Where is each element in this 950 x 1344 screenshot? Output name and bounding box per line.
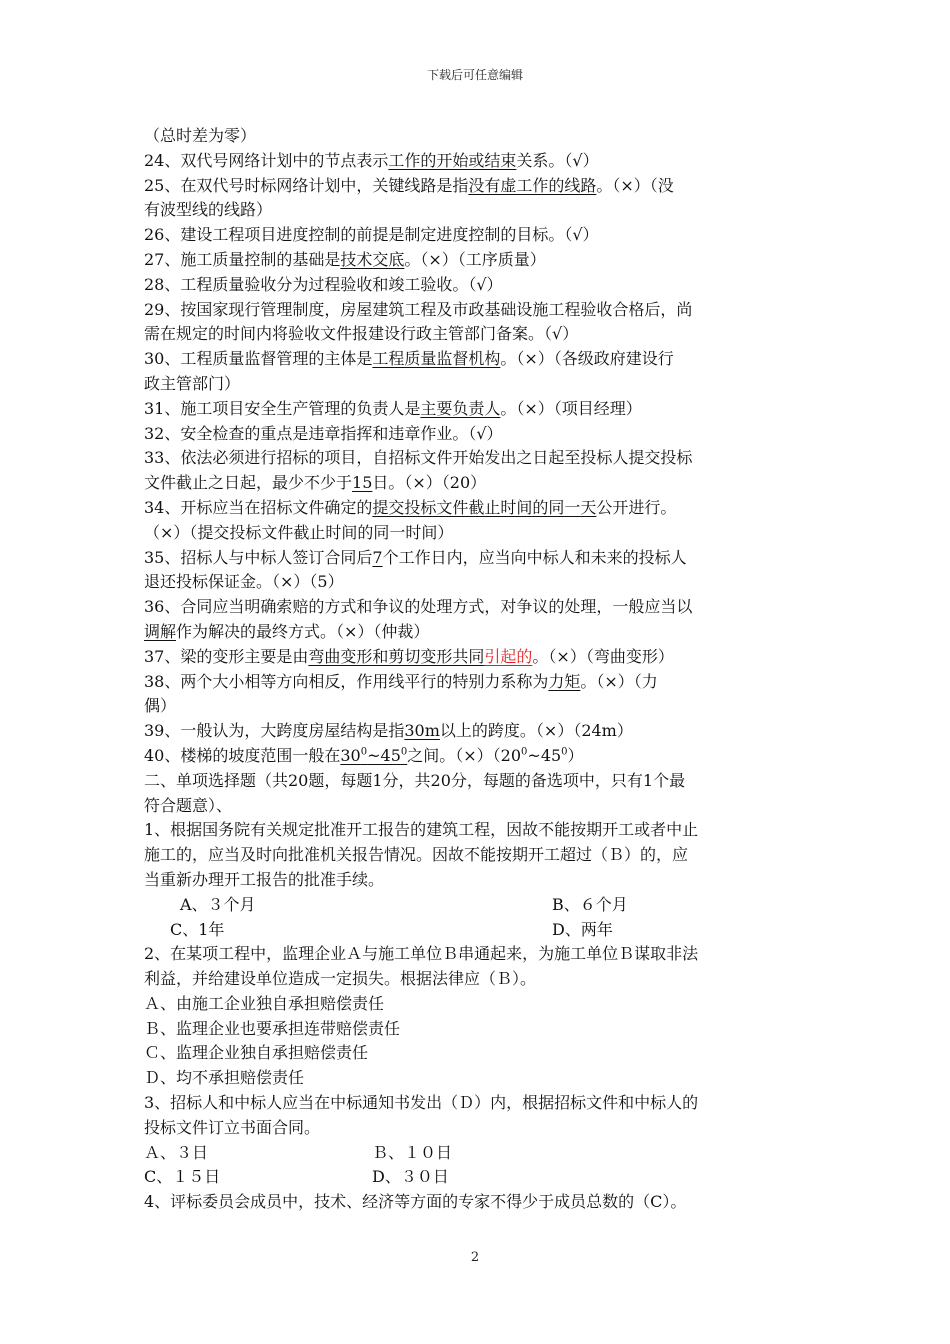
- text-line: （总时差为零）: [144, 126, 257, 145]
- options-row: [144, 893, 808, 918]
- question-31: 31、施工项目安全生产管理的负责人是主要负责人。（×）（项目经理）: [144, 398, 642, 418]
- text-line: 文件截止之日起，最少不少于15日。（×）（20）: [144, 473, 487, 493]
- page-header: 下载后可任意编辑: [426, 68, 523, 82]
- question-25: 25、在双代号时标网络计划中，关键线路是指没有虚工作的线路。（×）（没: [144, 175, 674, 195]
- mc-question-3: 3、招标人和中标人应当在中标通知书发出（Ｄ）内，根据招标文件和中标人的: [144, 1093, 699, 1113]
- option-a: A、３个月: [180, 894, 256, 914]
- question-37: 37、梁的变形主要是由弯曲变形和剪切变形共同引起的。（×）（弯曲变形）: [144, 646, 674, 666]
- option-d: Ｄ、均不承担赔偿责任: [144, 1068, 305, 1088]
- option-a: Ａ、３日: [144, 1142, 209, 1162]
- section-heading: 二、单项选择题（共20题，每题1分，共20分，每题的备选项中，只有1个最: [144, 770, 686, 790]
- option-a: Ａ、由施工企业独自承担赔偿责任: [144, 993, 385, 1013]
- option-b: Ｂ、监理企业也要承担连带赔偿责任: [144, 1018, 401, 1038]
- options-row: [144, 918, 808, 943]
- question-26: 26、建设工程项目进度控制的前提是制定进度控制的目标。（√）: [144, 225, 599, 245]
- options-row: [144, 1165, 808, 1190]
- question-28: 28、工程质量验收分为过程验收和竣工验收。（√）: [144, 274, 503, 294]
- option-d: D、两年: [552, 919, 613, 939]
- text-line: 投标文件订立书面合同。: [144, 1117, 321, 1137]
- document-body: [144, 124, 808, 1215]
- text-line: 退还投标保证金。（×）（5）: [144, 572, 344, 592]
- option-b: B、６个月: [552, 894, 628, 914]
- text-line: 调解作为解决的最终方式。（×）（仲裁）: [144, 621, 430, 641]
- question-40: 40、楼梯的坡度范围一般在$30^0\sim 45^0$之间。$(\times)(20^0\sim 45^0)$: [144, 745, 584, 765]
- question-38: 38、两个大小相等方向相反，作用线平行的特别力系称为力矩。（×）（力: [144, 671, 658, 691]
- option-d: D、３０日: [372, 1167, 449, 1187]
- text-line: 政主管部门）: [144, 373, 241, 393]
- mc-question-2: 2、在某项工程中，监理企业Ａ与施工单位Ｂ串通起来，为施工单位Ｂ谋取非法: [144, 944, 699, 964]
- mc-question-4: 4、评标委员会成员中，技术、经济等方面的专家不得少于成员总数的（C）。: [144, 1192, 687, 1212]
- mc-question-1: 1、根据国务院有关规定批准开工报告的建筑工程，因故不能按期开工或者中止: [144, 820, 699, 840]
- text-line: 施工的，应当及时向批准机关报告情况。因故不能按期开工超过（Ｂ）的，应: [144, 845, 689, 865]
- option-b: Ｂ、１０日: [372, 1142, 453, 1162]
- text-line: 有波型线的线路）: [144, 200, 273, 220]
- text-line: 需在规定的时间内将验收文件报建设行政主管部门备案。（√）: [144, 324, 579, 344]
- question-24: 24、双代号网络计划中的节点表示工作的开始或结束关系。（√）: [144, 150, 599, 170]
- question-39: 39、一般认为，大跨度房屋结构是指30m以上的跨度。（×）（24m）: [144, 721, 633, 741]
- text-line: 当重新办理开工报告的批准手续。: [144, 869, 385, 889]
- question-36: 36、合同应当明确索赔的方式和争议的处理方式，对争议的处理，一般应当以: [144, 597, 693, 617]
- option-c: C、1年: [170, 919, 225, 939]
- text-line: （×）（提交投标文件截止时间的同一时间）: [144, 522, 454, 542]
- option-c: C、１５日: [144, 1167, 221, 1187]
- option-c: Ｃ、监理企业独自承担赔偿责任: [144, 1043, 369, 1063]
- text-line: 偶）: [144, 696, 177, 716]
- question-32: 32、安全检查的重点是违章指挥和违章作业。（√）: [144, 423, 503, 443]
- question-34: 34、开标应当在招标文件确定的提交投标文件截止时间的同一天公开进行。: [144, 497, 677, 517]
- question-30: 30、工程质量监督管理的主体是工程质量监督机构。（×）（各级政府建设行: [144, 349, 674, 369]
- text-line: 符合题意）、: [144, 795, 233, 815]
- text-line: 利益，并给建设单位造成一定损失。根据法律应（Ｂ）。: [144, 969, 537, 989]
- question-35: 35、招标人与中标人签订合同后7个工作日内，应当向中标人和未来的投标人: [144, 547, 687, 567]
- options-row: [144, 1141, 808, 1166]
- question-33: 33、依法必须进行招标的项目，自招标文件开始发出之日起至投标人提交投标: [144, 448, 693, 468]
- question-27: 27、施工质量控制的基础是技术交底。（×）（工序质量）: [144, 249, 546, 269]
- question-29: 29、按国家现行管理制度，房屋建筑工程及市政基础设施工程验收合格后，尚: [144, 299, 693, 319]
- page-number: 2: [470, 1250, 480, 1265]
